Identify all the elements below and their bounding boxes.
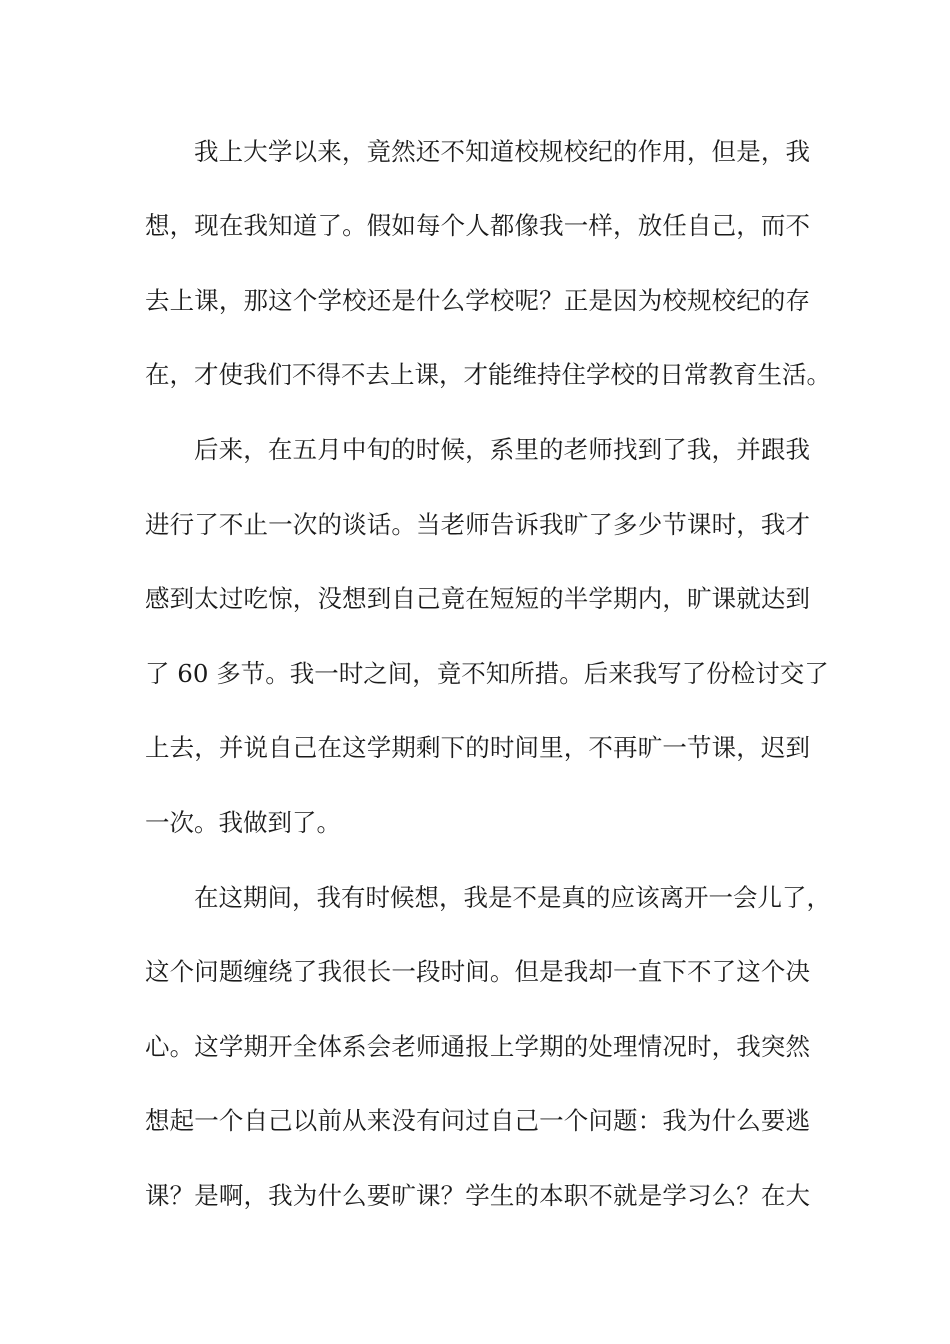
text-line: 感到太过吃惊，没想到自己竟在短短的半学期内，旷课就达到: [145, 584, 810, 613]
text-line: 想起一个自己以前从来没有问过自己一个问题：我为什么要逃: [145, 1106, 810, 1135]
text-line: 上去，并说自己在这学期剩下的时间里，不再旷一节课，迟到: [145, 733, 810, 762]
text-line: 后来，在五月中旬的时候，系里的老师找到了我，并跟我: [194, 435, 810, 464]
text-line: 课？是啊，我为什么要旷课？学生的本职不就是学习么？在大: [145, 1181, 810, 1210]
text-line: 想，现在我知道了。假如每个人都像我一样，放任自己，而不: [145, 211, 810, 240]
text-line: 在这期间，我有时候想，我是不是真的应该离开一会儿了，: [194, 883, 831, 912]
text-line: 在，才使我们不得不去上课，才能维持住学校的日常教育生活。: [145, 360, 831, 389]
text-line: 这个问题缠绕了我很长一段时间。但是我却一直下不了这个决: [145, 957, 810, 986]
text-line: 去上课，那这个学校还是什么学校呢？正是因为校规校纪的存: [145, 286, 810, 315]
text-line: 进行了不止一次的谈话。当老师告诉我旷了多少节课时，我才: [145, 510, 810, 539]
text-line: 我上大学以来，竟然还不知道校规校纪的作用，但是，我: [194, 137, 810, 166]
text-line: 一次。我做到了。: [145, 808, 341, 837]
text-line: 了 60 多节。我一时之间，竟不知所措。后来我写了份检讨交了: [145, 659, 829, 688]
text-line: 心。这学期开全体系会老师通报上学期的处理情况时，我突然: [145, 1032, 810, 1061]
